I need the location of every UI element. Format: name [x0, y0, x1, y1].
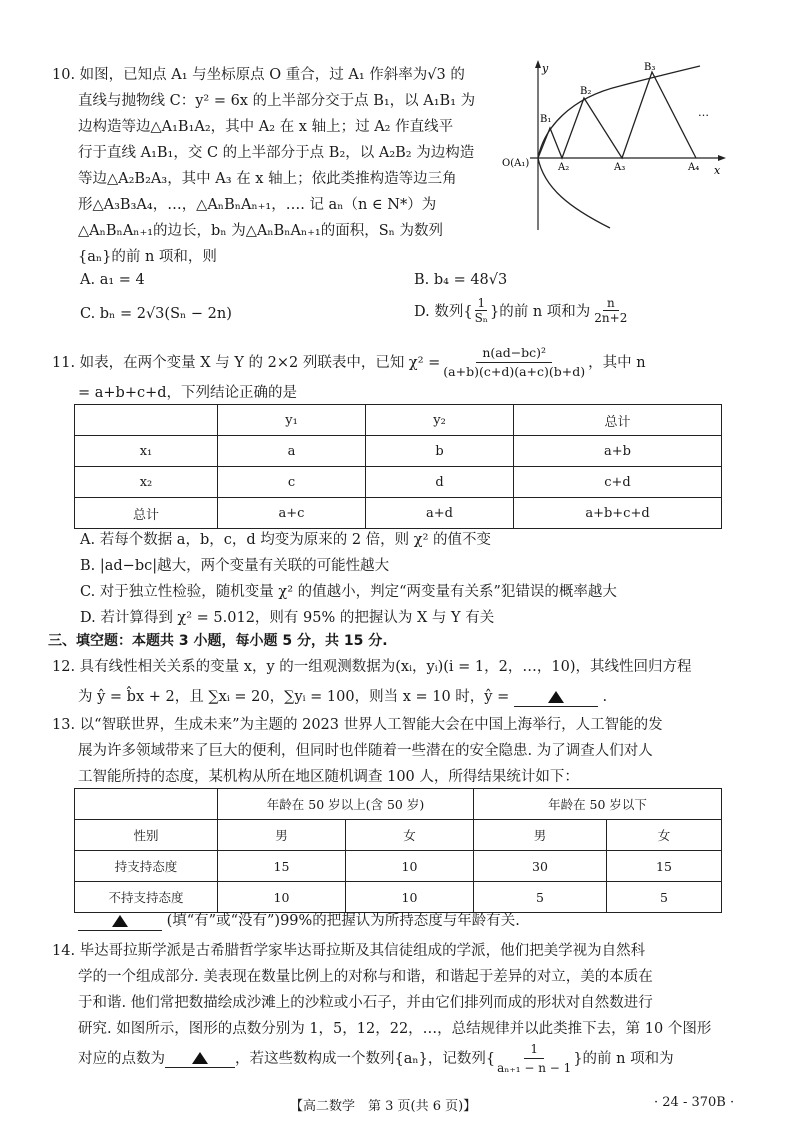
q11-option-b: B. |ad−bc|越大，两个变量有关联的可能性越大 [80, 558, 390, 574]
table-cell [75, 405, 218, 436]
q12-answer-blank [514, 688, 598, 707]
table-cell: 5 [607, 882, 722, 913]
q14-last-post: }的前 n 项和为 [573, 1050, 674, 1067]
table-cell: a+b [514, 436, 722, 467]
q14-line-4: 研究. 如图所示，图形的点数分别为 1，5，12，22，…，总结规律并以此类推下去，第 10 个图形 [78, 1021, 712, 1037]
label-B2: B₂ [580, 86, 592, 97]
table-cell: c+d [514, 467, 722, 498]
triangle-icon [112, 915, 128, 927]
page-footer: 【高二数学 第 3 页(共 6 页)】 [290, 1099, 477, 1114]
q10-line-5: 等边△A₂B₂A₃，其中 A₃ 在 x 轴上；依此类推构造等边三角 [78, 171, 457, 187]
q10-line-4: 行于直线 A₁B₁，交 C 的上半部分于点 B₂，以 A₂B₂ 为边构造 [78, 145, 475, 161]
q13-answer-line [78, 912, 520, 931]
q10-d-ans-num: n [603, 296, 619, 311]
table-cell: d [366, 467, 514, 498]
label-A2: A₂ [558, 162, 570, 173]
q14-answer-blank [165, 1049, 235, 1068]
table-cell: 男 [474, 820, 607, 851]
origin-label: O(A₁) [502, 158, 530, 169]
label-B1: B₁ [540, 114, 552, 125]
q10-option-c: C. bₙ = 2√3(Sₙ − 2n) [80, 306, 232, 322]
q10-line-8: {aₙ}的前 n 项和，则 [78, 249, 217, 265]
table-cell: y₁ [218, 405, 366, 436]
x-axis-label: x [714, 164, 721, 177]
parabola-figure [500, 58, 730, 238]
table-row [75, 498, 722, 529]
y-axis-label: y [542, 62, 549, 75]
q10-d-frac-num: 1 [477, 296, 486, 310]
q10-line-7: △AₙBₙAₙ₊₁的边长，bₙ 为△AₙBₙAₙ₊₁的面积，Sₙ 为数列 [78, 223, 444, 239]
survey-table [74, 788, 722, 913]
q10-option-a: A. a₁ = 4 [80, 272, 145, 288]
q11-frac-den: (a+b)(c+d)(a+c)(b+d) [443, 364, 586, 379]
table-row [75, 405, 722, 436]
table-cell: 性别 [75, 820, 218, 851]
table-cell: a+d [366, 498, 514, 529]
q14-line-3: 于和谐. 他们常把数描绘成沙滩上的沙粒或小石子，并由它们排列而成的形状对自然数进行 [78, 995, 653, 1011]
table-cell: b [366, 436, 514, 467]
table-row [75, 436, 722, 467]
table-cell: 女 [607, 820, 722, 851]
table-cell: a+b+c+d [514, 498, 722, 529]
table-row [75, 789, 722, 820]
table-cell: x₂ [75, 467, 218, 498]
q14-line-2: 学的一个组成部分. 美表现在数量比例上的对称与和谐，和谐起于差异的对立，美的本质在 [78, 969, 653, 985]
table-cell: 15 [218, 851, 346, 882]
q12-line2-post: . [602, 689, 608, 705]
q13-answer-text: (填“有”或“没有”)99%的把握认为所持态度与年龄有关. [166, 913, 520, 929]
q14-frac-num: 1 [524, 1040, 544, 1059]
q11-line-2: = a+b+c+d，下列结论正确的是 [78, 385, 298, 401]
table-cell: a [218, 436, 366, 467]
q13-line-1: 13. 以“智联世界，生成未来”为主题的 2023 世界人工智能大会在中国上海举行，人工智能的发 [52, 717, 663, 733]
table-cell: 女 [346, 820, 474, 851]
q10-d-mid: }的前 n 项和为 [489, 304, 591, 320]
section-heading: 三、填空题：本题共 3 小题，每小题 5 分，共 15 分. [48, 633, 388, 649]
q14-frac-den: aₙ₊₁ − n − 1 [497, 1061, 572, 1075]
q11-frac-num: n(ad−bc)² [476, 344, 552, 363]
table-cell: 15 [607, 851, 722, 882]
q14-last-mid: ，若这些数构成一个数列{aₙ}，记数列{ [235, 1050, 496, 1067]
table-row [75, 851, 722, 882]
q11-option-c: C. 对于独立性检验，随机变量 χ² 的值越小，判定“两变量有关系”犯错误的概率越大 [80, 584, 617, 600]
table-cell: 不持支持态度 [75, 882, 218, 913]
table-cell: 30 [474, 851, 607, 882]
q12-line-2 [78, 688, 607, 707]
table-cell: c [218, 467, 366, 498]
q13-answer-blank [78, 912, 162, 931]
q11-option-a: A. 若每个数据 a，b，c，d 均变为原来的 2 倍，则 χ² 的值不变 [80, 532, 491, 548]
q10-line-2: 直线与抛物线 C：y² = 6x 的上半部分交于点 B₁，以 A₁B₁ 为 [78, 93, 476, 109]
table-cell: x₁ [75, 436, 218, 467]
q10-line-1: 10. 如图，已知点 A₁ 与坐标原点 O 重合，过 A₁ 作斜率为√3 的 [52, 67, 465, 83]
q14-line-5 [78, 1040, 674, 1077]
table-cell: 10 [218, 882, 346, 913]
table-group-header: 年龄在 50 岁以上(含 50 岁) [218, 789, 474, 820]
table-cell: 10 [346, 882, 474, 913]
table-cell: 总计 [75, 498, 218, 529]
table-row [75, 467, 722, 498]
label-B3: B₃ [644, 62, 656, 73]
q10-d-frac-den: Sₙ [474, 311, 488, 325]
q11-option-d: D. 若计算得到 χ² = 5.012，则有 95% 的把握认为 X 与 Y 有关 [80, 610, 495, 626]
triangle-icon [192, 1052, 208, 1064]
label-A4: A₄ [688, 162, 700, 173]
q12-line-1: 12. 具有线性相关关系的变量 x，y 的一组观测数据为(xᵢ，yᵢ)(i = 1，2，…，10)，其线性回归方程 [52, 659, 692, 675]
q11-line1-pre: 11. 如表，在两个变量 X 与 Y 的 2×2 列联表中，已知 χ² = [52, 354, 441, 371]
label-A3: A₃ [614, 162, 626, 173]
q10-option-d [414, 296, 627, 325]
q14-last-pre: 对应的点数为 [78, 1050, 165, 1067]
q13-line-2: 展为许多领域带来了巨大的便利，但同时也伴随着一些潜在的安全隐患. 为了调查人们对人 [78, 743, 653, 759]
q12-line2-pre: 为 ŷ = b̂x + 2，且 ∑xᵢ = 20，∑yᵢ = 100，则当 x = 10 时，ŷ = [78, 689, 510, 705]
figure-ellipsis: … [698, 106, 709, 119]
table-cell: y₂ [366, 405, 514, 436]
table-cell: 5 [474, 882, 607, 913]
q13-line-3: 工智能所持的态度，某机构从所在地区随机调查 100 人，所得结果统计如下： [78, 769, 579, 785]
q11-line1-post: ，其中 n [588, 354, 646, 371]
table-cell: 10 [346, 851, 474, 882]
q11-line-1 [52, 344, 646, 381]
table-row [75, 820, 722, 851]
contingency-table [74, 404, 722, 529]
q10-d-ans-den: 2n+2 [594, 311, 628, 325]
table-cell: a+c [218, 498, 366, 529]
table-cell [75, 789, 218, 820]
q14-line-1: 14. 毕达哥拉斯学派是古希腊哲学家毕达哥拉斯及其信徒组成的学派，他们把美学视为自然科 [52, 943, 646, 959]
table-cell: 男 [218, 820, 346, 851]
triangle-icon [548, 691, 564, 703]
q10-d-prefix: D. 数列{ [414, 304, 473, 320]
page-code: · 24 - 370B · [654, 1095, 735, 1110]
q10-line-3: 边构造等边△A₁B₁A₂，其中 A₂ 在 x 轴上；过 A₂ 作直线平 [78, 119, 454, 135]
q10-line-6: 形△A₃B₃A₄，…，△AₙBₙAₙ₊₁，…. 记 aₙ（n ∈ N*）为 [78, 197, 437, 213]
table-group-header: 年龄在 50 岁以下 [474, 789, 722, 820]
table-row [75, 882, 722, 913]
q10-option-b: B. b₄ = 48√3 [414, 272, 508, 288]
table-cell: 总计 [514, 405, 722, 436]
table-cell: 持支持态度 [75, 851, 218, 882]
